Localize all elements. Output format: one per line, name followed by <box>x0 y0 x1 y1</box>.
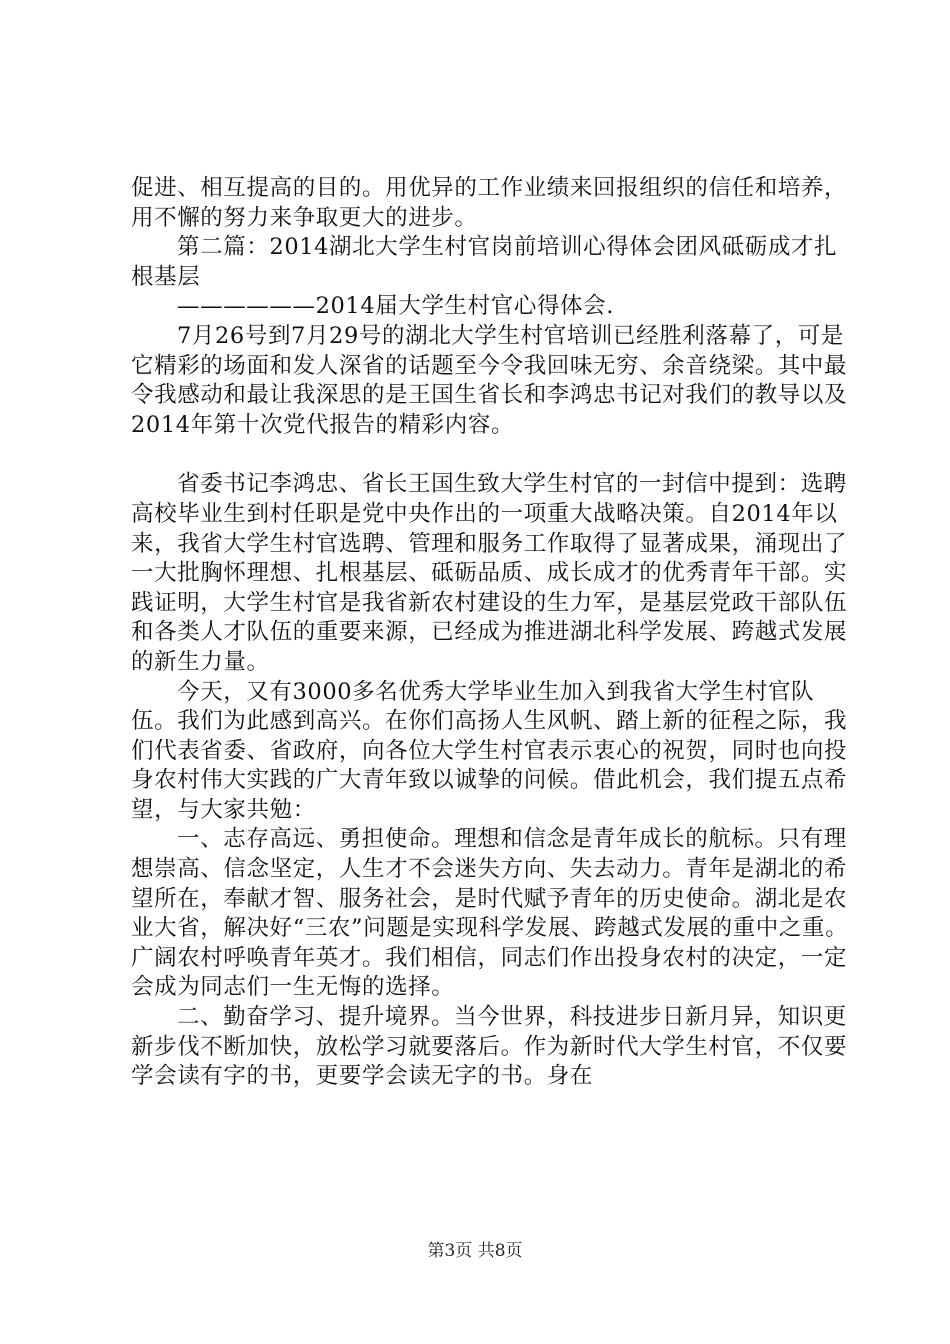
paragraph-point-two: 二、勤奋学习、提升境界。当今世界，科技进步日新月异，知识更新步伐不断加快，放松学习就要落后。作为新时代大学生村官，不仅要学会读有字的书，更要学会读无字的书。身在 <box>131 1004 848 1090</box>
paragraph-continuation: 促进、相互提高的目的。用优异的工作业绩来回报组织的信任和培养，用不懈的努力来争取更大的进步。 <box>131 175 848 231</box>
paragraph-letter: 省委书记李鸿忠、省长王国生致大学生村官的一封信中提到：选聘高校毕业生到村任职是党中央作出的一项重大战略决策。自2014年以来，我省大学生村官选聘、管理和服务工作取得了显著成果，涌现出了一大批胸怀理想、扎根基层、砥砺品质、成长成才的优秀青年干部。实践证明，大学生村官是我省新农村建设的生力军，是基层党政干部队伍和各类人才队伍的重要来源，已经成为推进湖北科学发展、跨越式发展的新生力量。 <box>131 471 848 675</box>
section-heading: 第二篇：2014湖北大学生村官岗前培训心得体会团风砥砺成才扎根基层 <box>131 234 838 290</box>
document-body <box>131 174 851 1092</box>
page-footer: 第3页 共8页 <box>427 1241 523 1261</box>
paragraph-intro: 7月26号到7月29号的湖北大学生村官培训已经胜利落幕了，可是它精彩的场面和发人深省的话题至今令我回味无穷、余音绕梁。其中最令我感动和最让我深思的是王国生省长和李鸿忠书记对我们的教导以及2014年第十次党代报告的精彩内容。 <box>131 322 848 438</box>
paragraph-point-one: 一、志存高远、勇担使命。理想和信念是青年成长的航标。只有理想崇高、信念坚定，人生才不会迷失方向、失去动力。青年是湖北的希望所在，奉献才智、服务社会，是时代赋予青年的历史使命。湖北是农业大省，解决好“三农”问题是实现科学发展、跨越式发展的重中之重。广阔农村呼唤青年英才。我们相信，同志们作出投身农村的决定，一定会成为同志们一生无悔的选择。 <box>131 826 849 1001</box>
paragraph-gap <box>131 440 851 470</box>
section-subtitle: ——————2014届大学生村官心得体会. <box>177 293 615 320</box>
paragraph-today: 今天，又有3000多名优秀大学毕业生加入到我省大学生村官队伍。我们为此感到高兴。在你们高扬人生风帆、踏上新的征程之际，我们代表省委、省政府，向各位大学生村官表示衷心的祝贺，同时也向投身农村伟大实践的广大青年致以诚挚的问候。借此机会，我们提五点希望，与大家共勉： <box>131 678 848 823</box>
